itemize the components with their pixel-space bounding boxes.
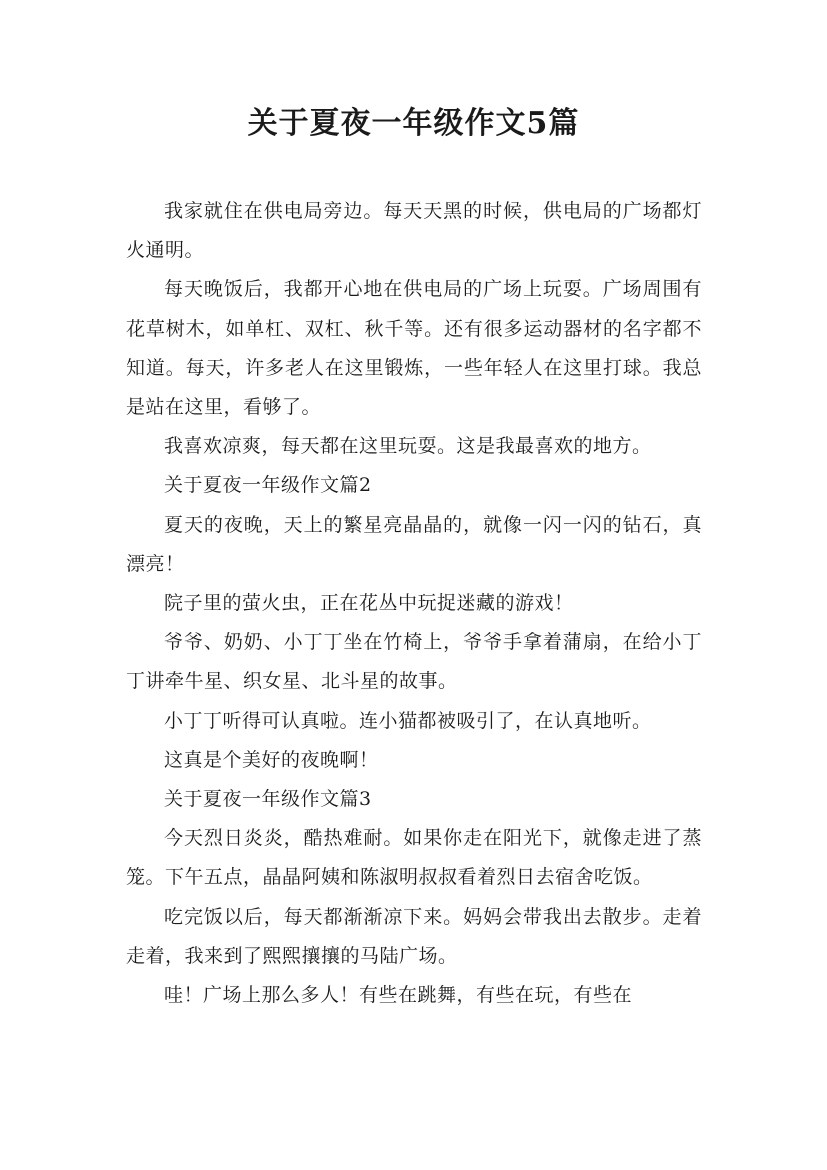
document-title: 关于夏夜一年级作文5篇 bbox=[247, 106, 580, 141]
paragraph: 我家就住在供电局旁边。每天天黑的时候，供电局的广场都灯火通明。 bbox=[126, 200, 702, 262]
document-body bbox=[126, 192, 702, 1015]
paragraph: 夏天的夜晚，天上的繁星亮晶晶的，就像一闪一闪的钻石，真漂亮！ bbox=[126, 513, 702, 575]
paragraph: 吃完饭以后，每天都渐渐凉下来。妈妈会带我出去散步。走着走着，我来到了熙熙攘攘的马陆广场。 bbox=[126, 905, 702, 967]
paragraph: 爷爷、奶奶、小丁丁坐在竹椅上，爷爷手拿着蒲扇，在给小丁丁讲牵牛星、织女星、北斗星的故事。 bbox=[126, 631, 702, 693]
paragraph: 这真是个美好的夜晚啊！ bbox=[164, 748, 379, 771]
section-heading: 关于夏夜一年级作文篇3 bbox=[164, 788, 372, 811]
paragraph: 今天烈日炎炎，酷热难耐。如果你走在阳光下，就像走进了蒸笼。下午五点，晶晶阿姨和陈淑明叔叔看着烈日去宿舍吃饭。 bbox=[126, 827, 702, 889]
section-heading: 关于夏夜一年级作文篇2 bbox=[164, 474, 372, 497]
paragraph: 哇！广场上那么多人！有些在跳舞，有些在玩，有些在 bbox=[164, 984, 633, 1007]
paragraph: 小丁丁听得可认真啦。连小猫都被吸引了，在认真地听。 bbox=[164, 709, 652, 732]
paragraph: 院子里的萤火虫，正在花丛中玩捉迷藏的游戏！ bbox=[164, 592, 574, 615]
paragraph: 每天晚饭后，我都开心地在供电局的广场上玩耍。广场周围有花草树木，如单杠、双杠、秋千等。还有很多运动器材的名字都不知道。每天，许多老人在这里锻炼，一些年轻人在这里打球。我总是站在这里，看够了。 bbox=[126, 278, 702, 419]
paragraph: 我喜欢凉爽，每天都在这里玩耍。这是我最喜欢的地方。 bbox=[164, 435, 652, 458]
